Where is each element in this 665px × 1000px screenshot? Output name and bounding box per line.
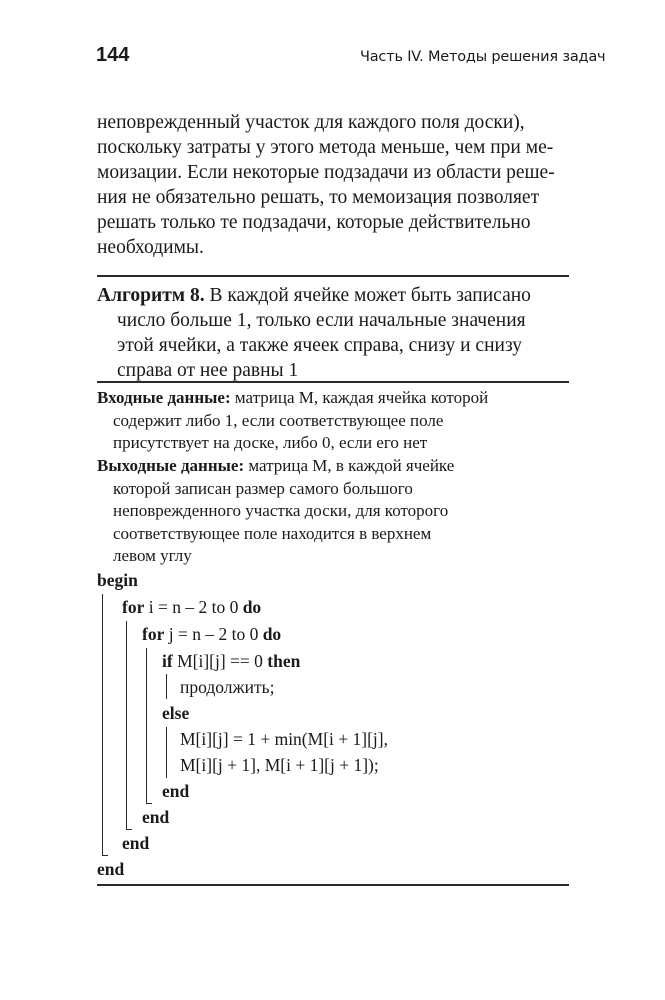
paragraph-line: необходимы. bbox=[97, 237, 204, 258]
paragraph-line: решать только те подзадачи, которые действительно bbox=[97, 212, 531, 233]
code-for-j: for j = n – 2 to 0 do bbox=[142, 624, 282, 644]
paragraph-line: моизации. Если некоторые подзадачи из области реше- bbox=[97, 162, 555, 183]
code-else: else bbox=[162, 703, 190, 723]
code-begin: begin bbox=[97, 570, 138, 590]
output-line: соответствующее поле находится в верхнем bbox=[113, 523, 432, 543]
code-end-for-j: end bbox=[142, 807, 170, 827]
running-head: Часть IV. Методы решения задач bbox=[360, 49, 606, 65]
block-line-for-i bbox=[126, 621, 127, 830]
code-end-if: end bbox=[162, 781, 190, 801]
code-end: end bbox=[97, 859, 125, 879]
input-line: присутствует на доске, либо 0, если его нет bbox=[113, 433, 428, 452]
input-text: матрица M, каждая ячейка которой bbox=[234, 388, 489, 407]
code-assign-line2: M[i][j + 1], M[i + 1][j + 1]); bbox=[180, 755, 379, 775]
code-continue: продолжить; bbox=[180, 677, 275, 697]
output-label: Выходные данные: bbox=[97, 456, 245, 475]
paragraph-line: поскольку затраты у этого метода меньше, чем при ме- bbox=[97, 137, 554, 158]
algorithm-mid-rule bbox=[97, 381, 569, 383]
output-text: матрица M, в каждой ячейке bbox=[248, 456, 455, 475]
block-hook-for-j bbox=[146, 803, 152, 804]
code-assign-line1: M[i][j] = 1 + min(M[i + 1][j], bbox=[180, 729, 388, 749]
input-label: Входные данные: bbox=[97, 388, 231, 407]
algorithm-caption bbox=[97, 283, 569, 383]
block-line-for-j bbox=[146, 648, 147, 804]
page-number: 144 bbox=[96, 44, 130, 66]
block-line-begin bbox=[102, 594, 103, 856]
body-paragraph bbox=[97, 110, 577, 260]
algorithm-output bbox=[97, 455, 569, 568]
algorithm-label: Алгоритм 8. bbox=[97, 285, 205, 306]
block-line-then bbox=[166, 674, 167, 699]
paragraph-line: неповрежденный участок для каждого поля доски), bbox=[97, 112, 525, 133]
output-line: которой записан размер самого большого bbox=[113, 478, 413, 498]
algorithm-bottom-rule bbox=[97, 884, 569, 886]
code-if: if M[i][j] == 0 then bbox=[162, 651, 301, 671]
algorithm-top-rule bbox=[97, 275, 569, 277]
output-line: левом углу bbox=[113, 546, 192, 565]
block-hook-for-i bbox=[126, 829, 132, 830]
block-hook-begin bbox=[102, 855, 108, 856]
algorithm-caption-line: число больше 1, только если начальные значения bbox=[117, 310, 526, 331]
code-for-i: for i = n – 2 to 0 do bbox=[122, 597, 262, 617]
block-line-else bbox=[166, 727, 167, 778]
code-end-for-i: end bbox=[122, 833, 150, 853]
input-line: содержит либо 1, если соответствующее поле bbox=[113, 410, 444, 430]
algorithm-caption-line: справа от нее равны 1 bbox=[117, 360, 299, 381]
output-line: неповрежденного участка доски, для которого bbox=[113, 501, 449, 520]
paragraph-line: ния не обязательно решать, то мемоизация позволяет bbox=[97, 187, 540, 208]
algorithm-caption-line: этой ячейки, а также ячеек справа, снизу и снизу bbox=[117, 335, 522, 356]
algorithm-input bbox=[97, 387, 569, 455]
algorithm-caption-text: В каждой ячейке может быть записано bbox=[209, 285, 531, 306]
